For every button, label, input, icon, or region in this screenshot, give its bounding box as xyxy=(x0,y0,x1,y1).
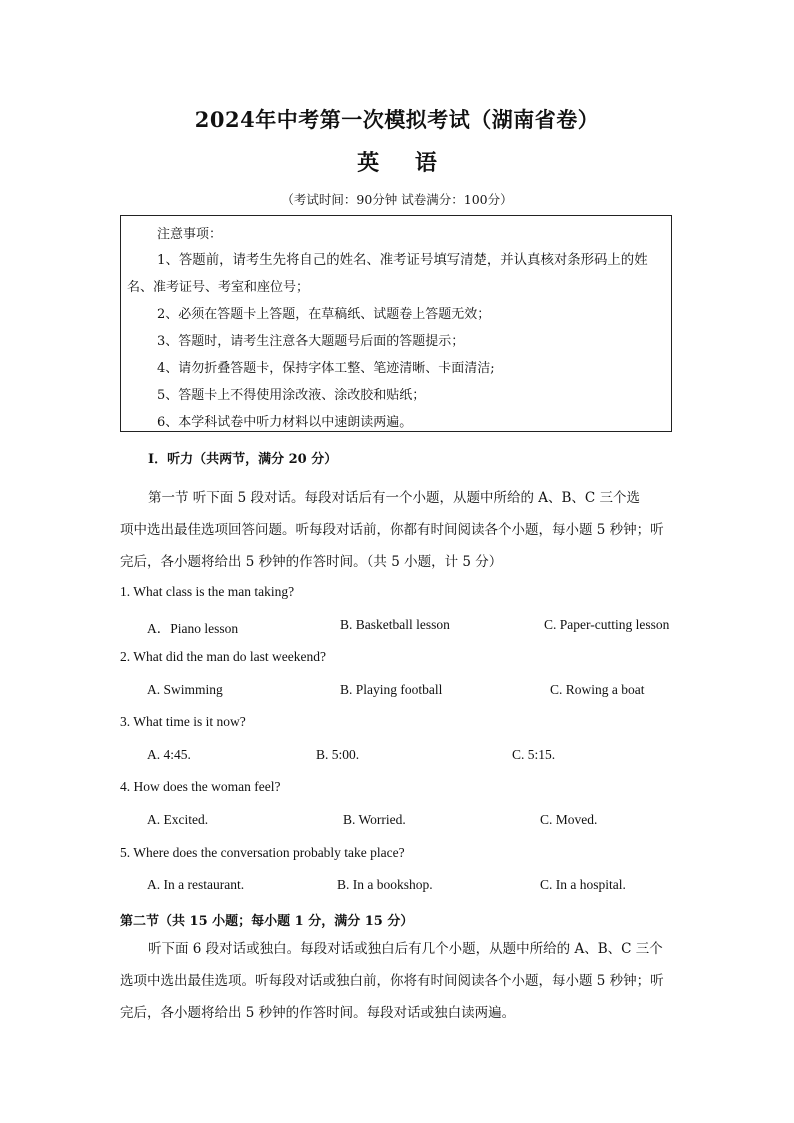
exam-info: （考试时间：90分钟 试卷满分：100分） xyxy=(281,192,513,207)
question-1-option-a: A．Piano lesson xyxy=(147,621,239,636)
exam-title: 2024年中考第一次模拟考试（湖南省卷） xyxy=(194,107,600,132)
question-2-stem: 2. What did the man do last weekend? xyxy=(120,649,326,664)
part-1-instruction-line-2: 项中选出最佳选项回答问题。听每段对话前，你都有时间阅读各个小题，每小题 5 秒钟；听 xyxy=(120,522,664,538)
question-3-option-b: B. 5:00. xyxy=(316,747,360,762)
question-3-stem: 3. What time is it now? xyxy=(120,714,246,729)
question-4-stem: 4. How does the woman feel? xyxy=(120,779,281,794)
question-3-option-c: C. 5:15. xyxy=(512,747,556,762)
notice-item-3: 3、答题时，请考生注意各大题题号后面的答题提示； xyxy=(157,334,465,349)
part-1-instruction-line-3: 完后，各小题将给出 5 秒钟的作答时间。（共 5 小题，计 5 分） xyxy=(120,554,503,570)
section-2-heading: 第二节（共 15 小题；每小题 1 分，满分 15 分） xyxy=(120,914,414,929)
notice-heading: 注意事项： xyxy=(157,227,223,242)
question-1-option-b: B. Basketball lesson xyxy=(340,617,450,632)
section-1-heading: I．听力（共两节，满分 20 分） xyxy=(148,452,338,467)
notice-item-1-line-1: 1、答题前，请考生先将自己的姓名、准考证号填写清楚，并认真核对条形码上的姓 xyxy=(157,253,648,268)
question-2-option-a: A. Swimming xyxy=(147,682,223,697)
question-2-option-b: B. Playing football xyxy=(340,682,443,697)
question-5-option-a: A. In a restaurant. xyxy=(147,877,245,892)
question-1-option-c: C. Paper-cutting lesson xyxy=(544,617,670,632)
notice-item-6: 6、本学科试卷中听力材料以中速朗读两遍。 xyxy=(157,415,413,430)
question-4-option-b: B. Worried. xyxy=(343,812,406,827)
subject-title: 英 语 xyxy=(357,150,451,176)
question-3-option-a: A. 4:45. xyxy=(147,747,191,762)
part-2-instruction-line-3: 完后，各小题将给出 5 秒钟的作答时间。每段对话或独白读两遍。 xyxy=(120,1005,516,1021)
question-5-option-b: B. In a bookshop. xyxy=(337,877,433,892)
question-5-option-c: C. In a hospital. xyxy=(540,877,626,892)
question-4-option-c: C. Moved. xyxy=(540,812,598,827)
notice-item-1-line-2: 名、准考证号、考室和座位号； xyxy=(127,280,310,295)
question-5-stem: 5. Where does the conversation probably take place? xyxy=(120,845,405,860)
part-2-instruction-line-2: 选项中选出最佳选项。听每段对话或独白前，你将有时间阅读各个小题，每小题 5 秒钟；听 xyxy=(120,973,664,989)
question-4-option-a: A. Excited. xyxy=(147,812,209,827)
notice-item-5: 5、答题卡上不得使用涂改液、涂改胶和贴纸； xyxy=(157,388,426,403)
question-2-option-c: C. Rowing a boat xyxy=(550,682,645,697)
notice-item-4: 4、请勿折叠答题卡，保持字体工整、笔迹清晰、卡面清洁; xyxy=(157,361,495,376)
notice-item-2: 2、必须在答题卡上答题，在草稿纸、试题卷上答题无效； xyxy=(157,307,491,322)
notice-box xyxy=(120,215,672,432)
part-2-instruction-line-1: 听下面 6 段对话或独白。每段对话或独白后有几个小题，从题中所给的 A、B、C 三个 xyxy=(148,941,663,957)
part-1-instruction-line-1: 第一节 听下面 5 段对话。每段对话后有一个小题，从题中所给的 A、B、C 三个选 xyxy=(148,490,641,506)
question-1-stem: 1. What class is the man taking? xyxy=(120,584,295,599)
